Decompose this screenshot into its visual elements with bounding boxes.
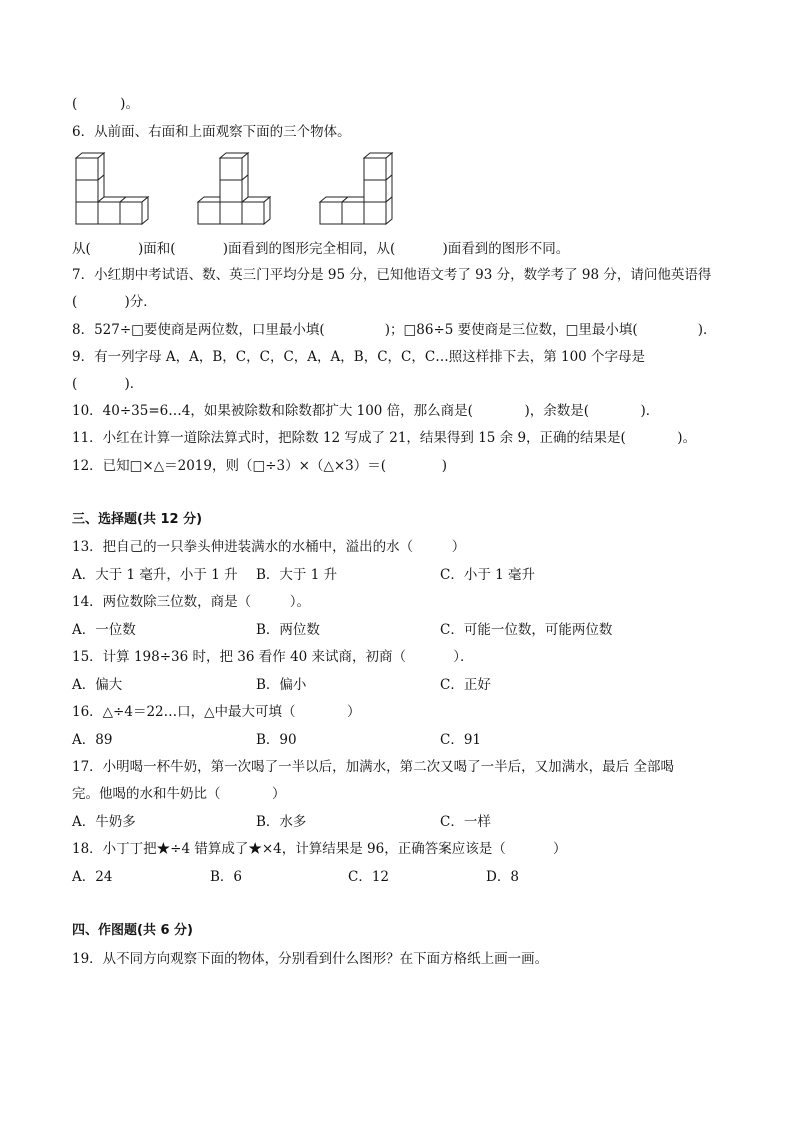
q8-stem: 8．527÷□要使商是两位数，口里最小填( )；□86÷5 要使商是三位数，□里最小填( )． [72, 322, 717, 338]
cube-figure-1 [74, 152, 154, 228]
q13-option-a: A．大于 1 毫升，小于 1 升 [72, 567, 238, 583]
q18-option-c: C．12 [348, 869, 390, 885]
q18-stem: 18．小丁丁把★÷4 错算成了★×4，计算结果是 96，正确答案应该是（ ） [72, 841, 567, 857]
q16-option-c: C．91 [440, 732, 482, 748]
cube-figure-3 [318, 152, 398, 228]
q17-option-c: C．一样 [440, 814, 491, 830]
section-3-heading: 三、选择题(共 12 分) [72, 512, 203, 527]
q17-stem-cont: 完。他喝的水和牛奶比（ ） [72, 786, 286, 802]
q16-option-b: B．90 [256, 732, 297, 748]
q11-stem: 11．小红在计算一道除法算式时，把除数 12 写成了 21，结果得到 15 余 9，正确的结果是( )。 [72, 430, 697, 446]
q18-option-a: A．24 [72, 869, 113, 885]
q9-answer-line: ( )． [72, 376, 144, 392]
q15-stem: 15．计算 198÷36 时，把 36 看作 40 来试商，初商（ ）． [72, 649, 474, 665]
q7-stem: 7．小红期中考试语、数、英三门平均分是 95 分，已知他语文考了 93 分，数学考了 98 分，请问他英语得 [72, 267, 712, 283]
q19-stem: 19．从不同方向观察下面的物体，分别看到什么图形？在下面方格纸上画一画。 [72, 951, 549, 967]
q14-option-c: C．可能一位数，可能两位数 [440, 622, 613, 638]
q7-answer-line: ( )分． [72, 294, 157, 310]
q14-stem: 14．两位数除三位数，商是（ ）。 [72, 594, 311, 610]
q13-option-b: B．大于 1 升 [256, 567, 338, 583]
q13-stem: 13．把自己的一只拳头伸进装满水的水桶中，溢出的水（ ） [72, 539, 466, 555]
q14-option-a: A．一位数 [72, 622, 136, 638]
section-4-heading: 四、作图题(共 6 分) [72, 923, 193, 938]
q10-stem: 10．40÷35=6…4，如果被除数和除数都扩大 100 倍，那么商是( )，余数是( )． [72, 403, 660, 419]
q5-tail: ( )。 [72, 96, 139, 112]
q14-option-b: B．两位数 [256, 622, 320, 638]
q6-stem: 6．从前面、右面和上面观察下面的三个物体。 [72, 124, 351, 140]
q16-stem: 16．△÷4＝22…口，△中最大可填（ ） [72, 704, 361, 720]
q13-option-c: C．小于 1 毫升 [440, 567, 536, 583]
q15-option-a: A．偏大 [72, 677, 123, 693]
q15-option-c: C．正好 [440, 677, 491, 693]
q9-stem: 9．有一列字母 A，A，B，C，C，C，A，A，B，C，C，C…照这样排下去，第 100 个字母是 [72, 349, 646, 365]
q6-answer-line: 从( )面和( )面看到的图形完全相同，从( )面看到的图形不同。 [72, 241, 570, 257]
q15-option-b: B．偏小 [256, 677, 307, 693]
q18-option-b: B．6 [210, 869, 243, 885]
q17-option-b: B．水多 [256, 814, 307, 830]
q17-stem: 17．小明喝一杯牛奶，第一次喝了一半以后，加满水，第二次又喝了一半后，又加满水，最后 全部喝 [72, 759, 674, 775]
q16-option-a: A．89 [72, 732, 113, 748]
q12-stem: 12．已知□×△＝2019，则（□÷3）×（△×3）＝( ) [72, 458, 448, 474]
q17-option-a: A．牛奶多 [72, 814, 136, 830]
cube-figure-2 [196, 152, 276, 228]
q18-option-d: D．8 [486, 869, 519, 885]
